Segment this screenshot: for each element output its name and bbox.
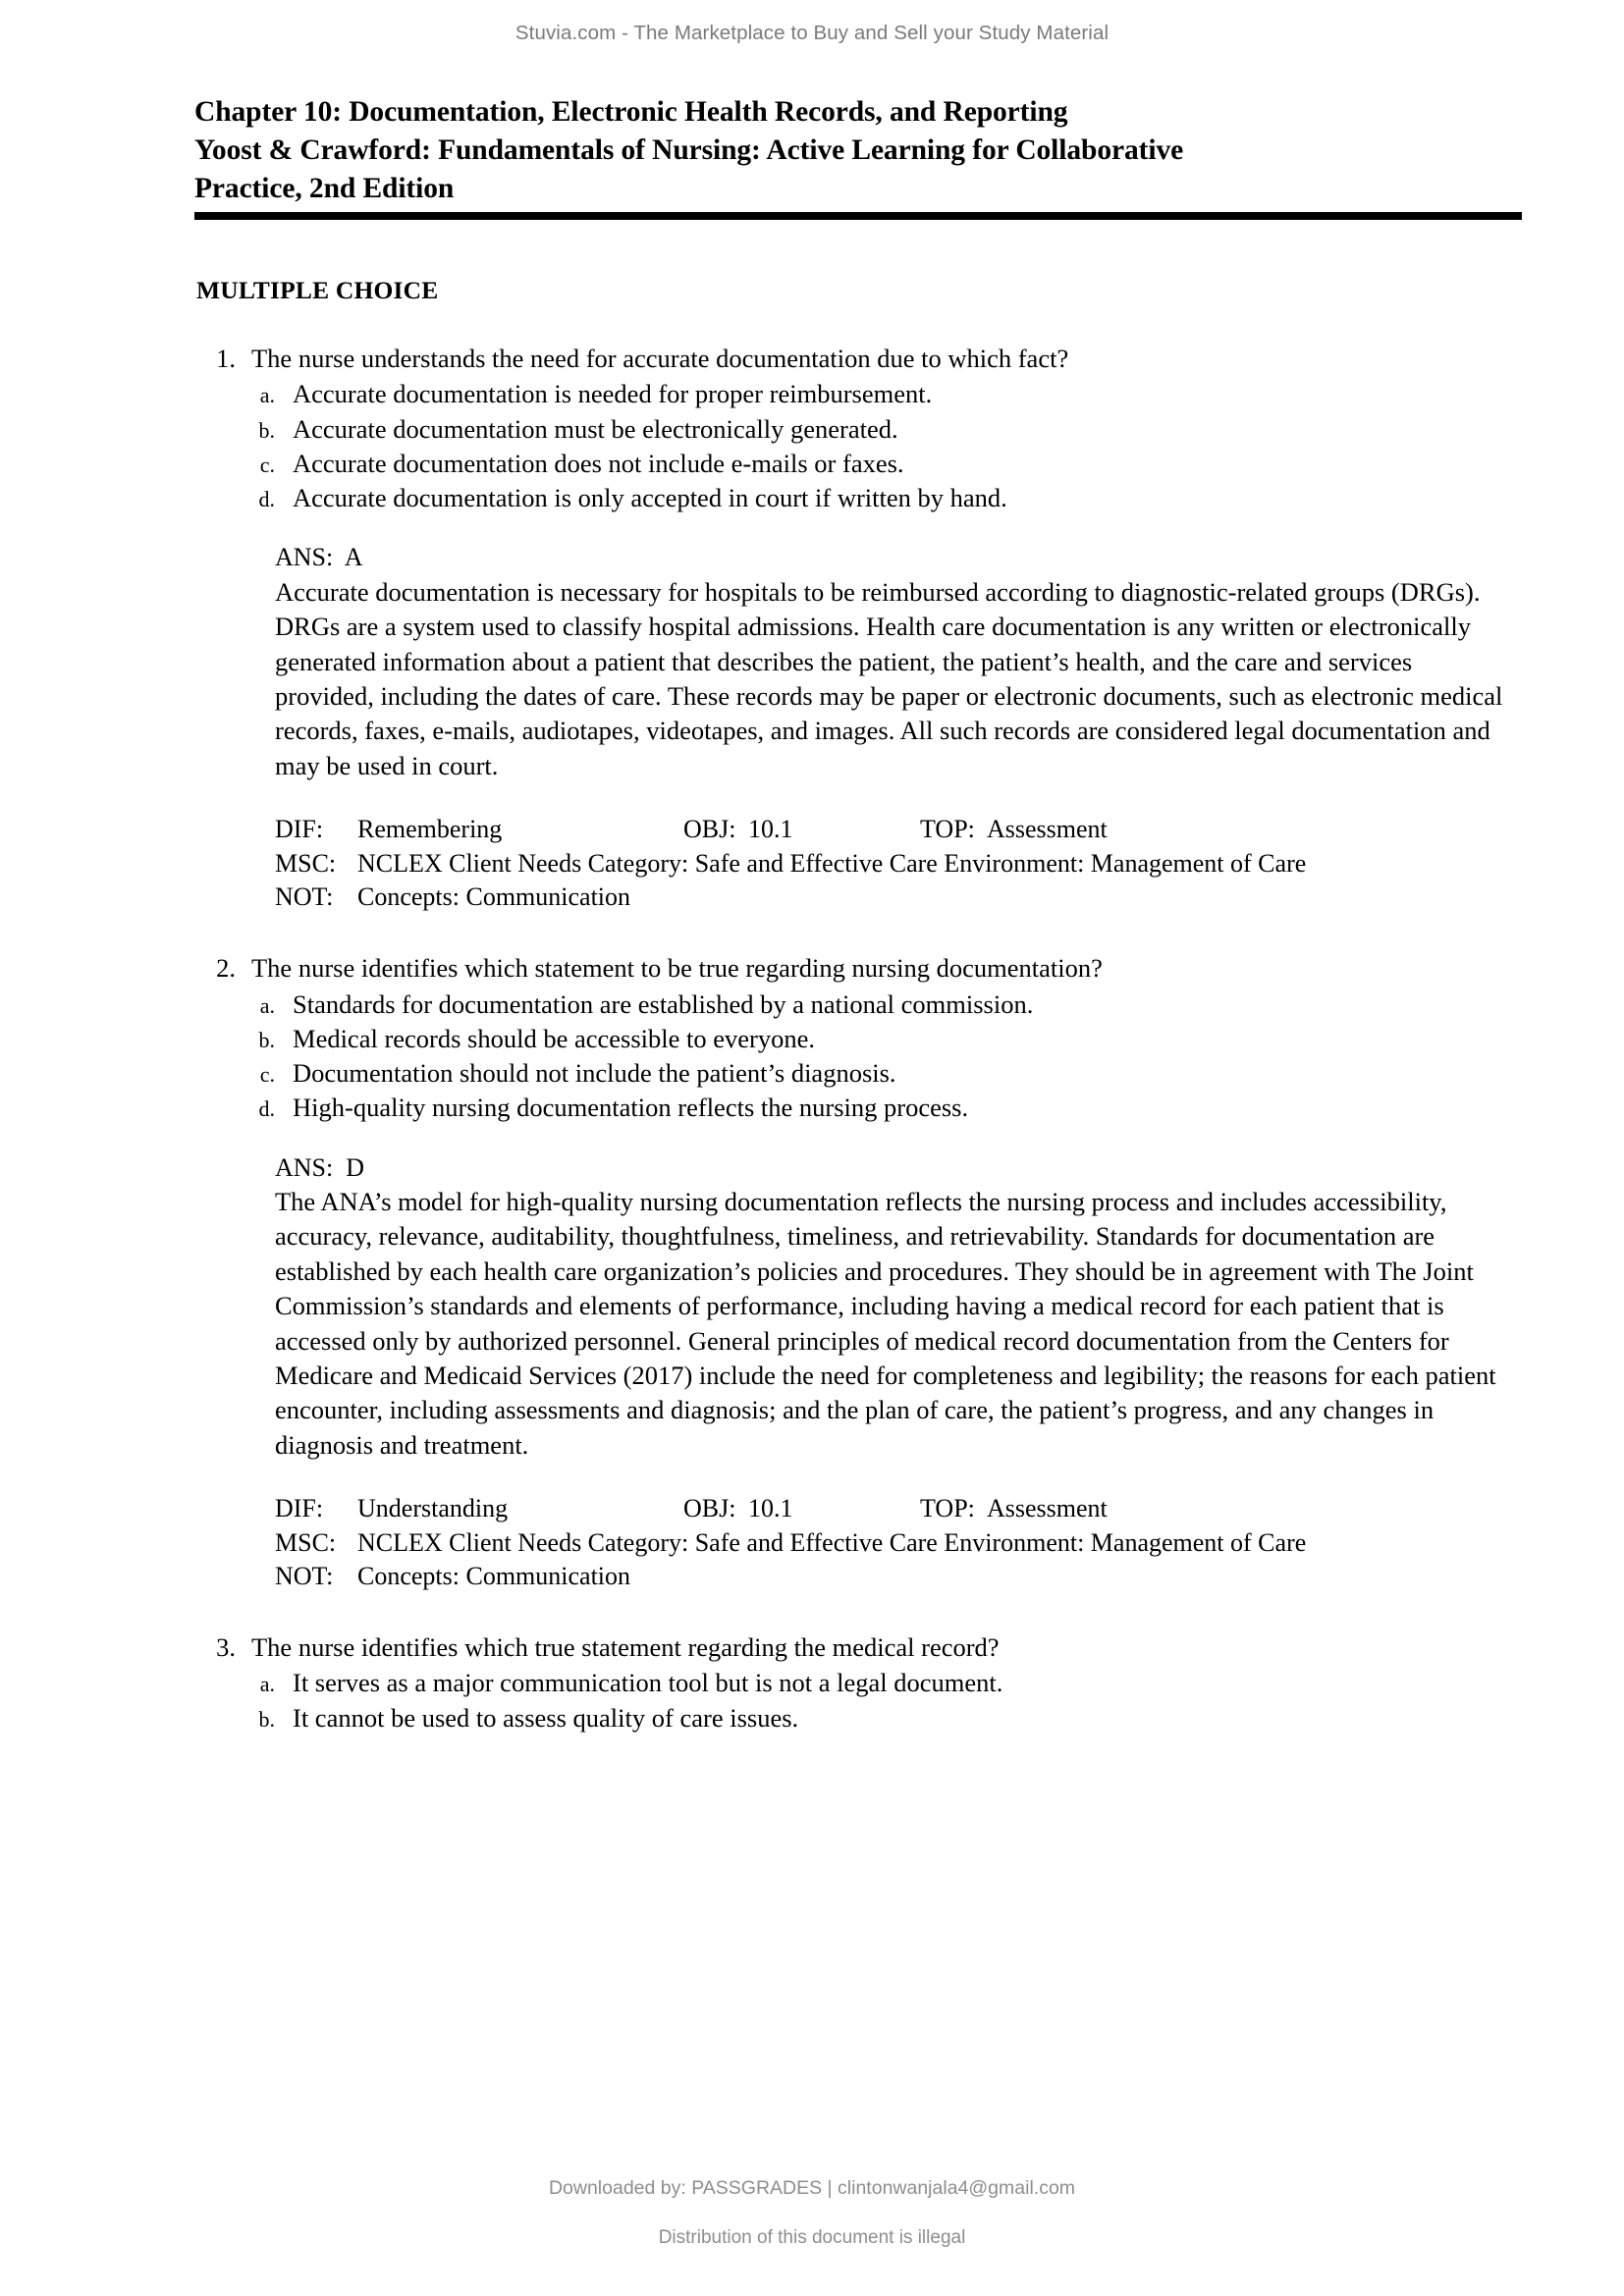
option-list [194, 988, 1525, 1126]
document-content [194, 93, 1525, 1735]
option-letter: a. [259, 383, 275, 408]
answer-key: ANS: A [275, 543, 363, 572]
option-letter: b. [258, 417, 275, 443]
option-text: It serves as a major communication tool but is not a legal document. [293, 1668, 1003, 1698]
option-item [194, 988, 1525, 1022]
obj-value: 10.1 [748, 1494, 793, 1523]
option-text: Accurate documentation is needed for proper reimbursement. [293, 379, 933, 409]
title-line-3: Practice, 2nd Edition [194, 172, 455, 204]
option-item [194, 1056, 1525, 1091]
metadata-row-dif [275, 813, 1522, 847]
footer-downloaded-by: Downloaded by: PASSGRADES | clintonwanjala4@gmail.com [548, 2177, 1076, 2199]
dif-label: DIF: [275, 1494, 324, 1523]
top-value: Assessment [987, 1494, 1108, 1523]
dif-value: Understanding [357, 1494, 509, 1523]
option-letter: c. [259, 452, 275, 477]
option-text: Accurate documentation is only accepted in court if written by hand. [293, 483, 1007, 513]
not-label: NOT: [275, 882, 334, 912]
answer-block [275, 541, 1512, 783]
answer-key: ANS: D [275, 1152, 365, 1182]
option-letter: d. [258, 487, 275, 512]
top-label: TOP: [920, 1494, 975, 1523]
option-list [194, 1666, 1525, 1735]
question-number: 2. [216, 952, 236, 983]
option-letter: b. [258, 1027, 275, 1052]
option-letter: c. [259, 1062, 275, 1088]
question-block [194, 952, 1525, 1594]
option-text: It cannot be used to assess quality of care issues. [293, 1702, 799, 1733]
option-letter: d. [258, 1096, 275, 1122]
option-list [194, 377, 1525, 515]
metadata-row-not [275, 881, 1522, 915]
option-letter: b. [258, 1706, 275, 1732]
option-item [194, 1091, 1525, 1125]
option-text: Accurate documentation must be electronically generated. [293, 413, 898, 444]
title-line-2: Yoost & Crawford: Fundamentals of Nursing: Active Learning for Collaborative [194, 133, 1184, 166]
title-divider-rule [194, 212, 1522, 220]
section-heading-multiple-choice: MULTIPLE CHOICE [196, 275, 439, 304]
option-letter: a. [259, 1672, 275, 1697]
footer-distribution-notice: Distribution of this document is illegal [658, 2227, 966, 2248]
option-letter: a. [259, 992, 275, 1018]
option-item [194, 1022, 1525, 1056]
metadata-row-not [275, 1560, 1522, 1594]
top-label: TOP: [920, 815, 975, 844]
option-text: Medical records should be accessible to everyone. [293, 1023, 816, 1053]
question-stem-row [194, 343, 1525, 376]
metadata-row-dif [275, 1492, 1522, 1526]
msc-value: NCLEX Client Needs Category: Safe and Effective Care Environment: Management of Care [357, 848, 1307, 878]
title-line-1: Chapter 10: Documentation, Electronic Health Records, and Reporting [194, 96, 1068, 128]
answer-rationale: Accurate documentation is necessary for hospitals to be reimbursed according to diagnostic-related groups (DRGs). DRGs are a system used to classify hospital admissions. Health care documentation is any written or electronically generated information about a patient that describes the patient, the patient’s health, and the care and services provided, including the dates of care. These records may be paper or electronic documents, such as electronic medical records, faxes, e-mails, audiotapes, videotapes, and images. All such records are considered legal documentation and may be used in court. [275, 576, 1503, 780]
question-text: The nurse identifies which statement to be true regarding nursing documentation? [251, 952, 1103, 983]
option-item [194, 412, 1525, 447]
option-item [194, 481, 1525, 515]
question-metadata [275, 1492, 1522, 1594]
question-block [194, 343, 1525, 915]
not-value: Concepts: Communication [357, 1562, 631, 1591]
msc-label: MSC: [275, 1527, 337, 1557]
page-title [194, 93, 1525, 208]
msc-label: MSC: [275, 848, 337, 878]
question-block [194, 1631, 1525, 1735]
option-text: Documentation should not include the patient’s diagnosis. [293, 1058, 896, 1089]
option-item [194, 447, 1525, 481]
obj-label: OBJ: [683, 815, 736, 844]
metadata-row-msc [275, 1526, 1522, 1561]
answer-rationale: The ANA’s model for high-quality nursing documentation reflects the nursing process and includes accessibility, accuracy, relevance, auditability, thoughtfulness, timeliness, and retrievability. Standards for documentation are established by each health care organization’s policies and procedures. They should be in agreement with The Joint Commission’s standards and elements of performance, including having a medical record for each patient that is accessed only by authorized personnel. General principles of medical record documentation from the Centers for Medicare and Medicaid Services (2017) include the need for completeness and legibility; the reasons for each patient encounter, including assessments and diagnosis; and the plan of care, the patient’s progress, and any changes in diagnosis and treatment. [275, 1187, 1496, 1460]
question-stem-row [194, 952, 1525, 986]
stuvia-watermark-header: Stuvia.com - The Marketplace to Buy and Sell your Study Material [514, 22, 1110, 44]
option-text: Accurate documentation does not include e-mails or faxes. [293, 448, 904, 478]
dif-value: Remembering [357, 815, 503, 844]
not-label: NOT: [275, 1562, 334, 1591]
option-item [194, 377, 1525, 411]
option-text: High-quality nursing documentation reflects the nursing process. [293, 1093, 969, 1123]
question-number: 1. [216, 343, 236, 373]
answer-block [275, 1151, 1512, 1464]
msc-value: NCLEX Client Needs Category: Safe and Effective Care Environment: Management of Care [357, 1527, 1307, 1557]
option-item [194, 1701, 1525, 1735]
question-number: 3. [216, 1631, 236, 1662]
not-value: Concepts: Communication [357, 882, 631, 912]
question-stem-row [194, 1631, 1525, 1665]
obj-label: OBJ: [683, 1494, 736, 1523]
question-text: The nurse understands the need for accurate documentation due to which fact? [251, 343, 1069, 373]
metadata-row-msc [275, 847, 1522, 881]
question-text: The nurse identifies which true statement regarding the medical record? [251, 1631, 1000, 1662]
top-value: Assessment [987, 815, 1108, 844]
obj-value: 10.1 [748, 815, 793, 844]
question-metadata [275, 813, 1522, 915]
option-text: Standards for documentation are established by a national commission. [293, 988, 1034, 1019]
option-item [194, 1666, 1525, 1700]
dif-label: DIF: [275, 815, 324, 844]
